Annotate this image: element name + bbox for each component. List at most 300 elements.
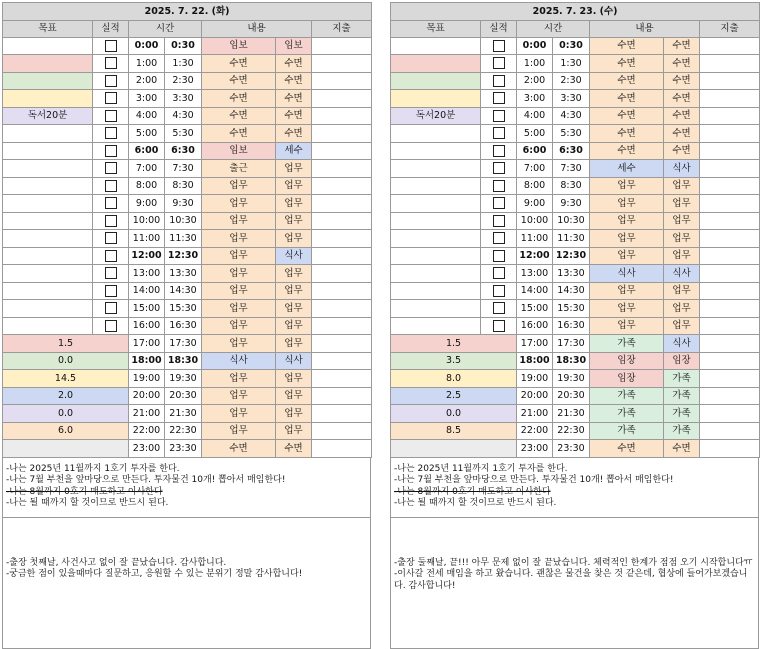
goal-value-cell: 0.0 <box>3 352 129 370</box>
result-checkbox[interactable] <box>105 232 117 244</box>
time-start: 7:00 <box>517 160 553 178</box>
schedule-row <box>3 125 372 143</box>
content-cell-first: 업무 <box>202 212 276 230</box>
goal-cell <box>3 142 93 160</box>
content-cell-first: 수면 <box>590 72 664 90</box>
time-start: 1:00 <box>517 55 553 73</box>
goal-cell <box>3 317 93 335</box>
time-start: 17:00 <box>129 335 165 353</box>
content-cell-first: 임보 <box>202 142 276 160</box>
affirmation-line: -나는 될 때까지 할 것이므로 반드시 된다. <box>394 498 557 508</box>
time-start: 19:00 <box>517 370 553 388</box>
result-cell <box>93 300 129 318</box>
schedule-row <box>391 125 760 143</box>
time-start: 9:00 <box>129 195 165 213</box>
time-start: 22:00 <box>517 422 553 440</box>
time-end: 20:30 <box>553 387 590 405</box>
schedule-row <box>391 160 760 178</box>
goal-cell <box>3 90 93 108</box>
content-cell-second: 업무 <box>664 230 700 248</box>
time-end: 7:30 <box>165 160 202 178</box>
content-cell-second: 수면 <box>664 55 700 73</box>
time-end: 15:30 <box>553 300 590 318</box>
time-start: 15:00 <box>129 300 165 318</box>
content-cell-first: 업무 <box>202 247 276 265</box>
content-cell-second: 업무 <box>276 212 312 230</box>
result-cell <box>481 300 517 318</box>
time-start: 6:00 <box>129 142 165 160</box>
col-header-content: 내용 <box>590 20 700 37</box>
result-cell <box>93 247 129 265</box>
spend-cell <box>312 195 372 213</box>
goal-cell <box>391 300 481 318</box>
time-end: 22:30 <box>553 422 590 440</box>
time-start: 16:00 <box>517 317 553 335</box>
content-cell-first: 업무 <box>590 317 664 335</box>
goal-value-cell <box>391 440 517 458</box>
content-cell-first: 수면 <box>202 107 276 125</box>
time-start: 8:00 <box>517 177 553 195</box>
spend-cell <box>312 37 372 55</box>
content-cell-second: 업무 <box>664 317 700 335</box>
time-start: 10:00 <box>129 212 165 230</box>
col-header-spend: 지출 <box>700 20 760 37</box>
spend-cell <box>700 247 760 265</box>
content-cell-first: 업무 <box>590 247 664 265</box>
col-header-result: 실적 <box>481 20 517 37</box>
schedule-row <box>3 212 372 230</box>
result-checkbox[interactable] <box>105 162 117 174</box>
goal-cell <box>3 300 93 318</box>
content-cell-second: 수면 <box>276 72 312 90</box>
result-checkbox[interactable] <box>493 145 505 157</box>
schedule-row <box>391 107 760 125</box>
result-checkbox[interactable] <box>105 75 117 87</box>
result-checkbox[interactable] <box>105 57 117 69</box>
goal-cell <box>391 90 481 108</box>
result-cell <box>481 125 517 143</box>
content-cell-first: 식사 <box>590 265 664 283</box>
time-start: 20:00 <box>129 387 165 405</box>
date-header: 2025. 7. 23. (수) <box>391 3 760 21</box>
time-end: 9:30 <box>553 195 590 213</box>
spend-cell <box>700 422 760 440</box>
schedule-row <box>391 405 760 423</box>
spend-cell <box>700 160 760 178</box>
spend-cell <box>312 107 372 125</box>
result-cell <box>93 37 129 55</box>
schedule-table <box>390 2 760 458</box>
spend-cell <box>700 107 760 125</box>
col-header-goal: 목표 <box>391 20 481 37</box>
time-start: 12:00 <box>129 247 165 265</box>
result-cell <box>93 142 129 160</box>
schedule-row <box>391 387 760 405</box>
content-cell-second: 가족 <box>664 405 700 423</box>
schedule-row <box>3 55 372 73</box>
result-checkbox[interactable] <box>493 180 505 192</box>
result-checkbox[interactable] <box>105 267 117 279</box>
spend-cell <box>312 317 372 335</box>
content-cell-second: 업무 <box>276 177 312 195</box>
time-start: 1:00 <box>129 55 165 73</box>
content-cell-second: 업무 <box>664 212 700 230</box>
time-end: 11:30 <box>165 230 202 248</box>
result-checkbox[interactable] <box>493 320 505 332</box>
content-cell-first: 수면 <box>590 142 664 160</box>
content-cell-second: 가족 <box>664 370 700 388</box>
schedule-row <box>391 55 760 73</box>
diary-line: -이사갈 전세 매임을 하고 왔습니다. 괜찮은 물건을 찾은 것 같은데, 협상에 들어가보겠습니다. 감사합니다! <box>394 569 748 591</box>
time-end: 3:30 <box>165 90 202 108</box>
content-cell-first: 임장 <box>590 370 664 388</box>
schedule-row <box>3 317 372 335</box>
content-cell-first: 수면 <box>590 90 664 108</box>
goal-cell: 독서20분 <box>391 107 481 125</box>
affirmation-notes <box>390 458 759 518</box>
time-end: 9:30 <box>165 195 202 213</box>
goal-cell <box>3 177 93 195</box>
time-end: 4:30 <box>165 107 202 125</box>
result-checkbox[interactable] <box>493 285 505 297</box>
goal-value-cell: 0.0 <box>3 405 129 423</box>
schedule-row <box>3 177 372 195</box>
affirmation-notes <box>2 458 371 518</box>
content-cell-second: 수면 <box>276 55 312 73</box>
schedule-row <box>391 212 760 230</box>
goal-cell <box>3 37 93 55</box>
time-end: 21:30 <box>553 405 590 423</box>
content-cell-second: 수면 <box>664 107 700 125</box>
content-cell-first: 세수 <box>590 160 664 178</box>
schedule-row <box>391 177 760 195</box>
spend-cell <box>312 300 372 318</box>
schedule-row <box>391 300 760 318</box>
time-start: 18:00 <box>517 352 553 370</box>
schedule-row <box>3 230 372 248</box>
result-checkbox[interactable] <box>493 162 505 174</box>
spend-cell <box>312 405 372 423</box>
diary-notes <box>390 518 759 649</box>
result-checkbox[interactable] <box>493 127 505 139</box>
time-start: 14:00 <box>517 282 553 300</box>
goal-cell <box>391 212 481 230</box>
spend-cell <box>700 177 760 195</box>
time-end: 15:30 <box>165 300 202 318</box>
schedule-row <box>391 335 760 353</box>
schedule-row <box>391 265 760 283</box>
result-checkbox[interactable] <box>105 250 117 262</box>
time-end: 22:30 <box>165 422 202 440</box>
goal-cell <box>391 282 481 300</box>
schedule-row <box>3 37 372 55</box>
spend-cell <box>312 265 372 283</box>
schedule-row <box>3 247 372 265</box>
result-checkbox[interactable] <box>493 250 505 262</box>
content-cell-first: 수면 <box>590 37 664 55</box>
spend-cell <box>700 230 760 248</box>
content-cell-first: 업무 <box>202 282 276 300</box>
content-cell-second: 업무 <box>664 195 700 213</box>
content-cell-first: 업무 <box>202 335 276 353</box>
col-header-time: 시간 <box>517 20 590 37</box>
spend-cell <box>312 142 372 160</box>
spend-cell <box>312 387 372 405</box>
content-cell-second: 업무 <box>276 335 312 353</box>
schedule-row <box>391 247 760 265</box>
goal-cell <box>391 160 481 178</box>
goal-value-cell: 0.0 <box>391 405 517 423</box>
time-start: 2:00 <box>129 72 165 90</box>
result-checkbox[interactable] <box>493 215 505 227</box>
result-checkbox[interactable] <box>493 197 505 209</box>
content-cell-first: 업무 <box>590 177 664 195</box>
result-checkbox[interactable] <box>493 302 505 314</box>
schedule-row <box>3 422 372 440</box>
content-cell-second: 가족 <box>664 422 700 440</box>
result-cell <box>93 230 129 248</box>
schedule-row <box>391 142 760 160</box>
col-header-goal: 목표 <box>3 20 93 37</box>
content-cell-second: 임장 <box>664 352 700 370</box>
col-header-content: 내용 <box>202 20 312 37</box>
result-cell <box>481 317 517 335</box>
spend-cell <box>700 387 760 405</box>
spend-cell <box>700 405 760 423</box>
spend-cell <box>312 72 372 90</box>
schedule-row <box>3 352 372 370</box>
content-cell-second: 수면 <box>664 125 700 143</box>
schedule-row <box>3 370 372 388</box>
goal-cell <box>3 55 93 73</box>
time-end: 13:30 <box>553 265 590 283</box>
goal-cell <box>3 160 93 178</box>
content-cell-first: 수면 <box>202 55 276 73</box>
content-cell-second: 업무 <box>276 387 312 405</box>
schedule-row <box>391 195 760 213</box>
spend-cell <box>312 247 372 265</box>
diary-notes <box>2 518 371 649</box>
affirmation-line: -나는 7월 부천을 앞마당으로 만든다. 투자물건 10개! 뽑아서 매임한다! <box>6 475 286 485</box>
result-checkbox[interactable] <box>105 215 117 227</box>
goal-cell <box>391 55 481 73</box>
goal-value-cell: 2.5 <box>391 387 517 405</box>
time-start: 11:00 <box>129 230 165 248</box>
content-cell-second: 업무 <box>664 300 700 318</box>
content-cell-first: 가족 <box>590 335 664 353</box>
goal-cell <box>391 142 481 160</box>
spend-cell <box>700 440 760 458</box>
spend-cell <box>312 370 372 388</box>
spend-cell <box>700 212 760 230</box>
time-end: 10:30 <box>553 212 590 230</box>
result-checkbox[interactable] <box>493 57 505 69</box>
content-cell-first: 업무 <box>202 317 276 335</box>
diary-line: -출장 첫째날, 사건사고 없이 잘 끝났습니다. 감사합니다. <box>6 557 227 568</box>
content-cell-first: 업무 <box>202 300 276 318</box>
time-start: 10:00 <box>517 212 553 230</box>
time-start: 13:00 <box>129 265 165 283</box>
result-checkbox[interactable] <box>105 145 117 157</box>
time-end: 8:30 <box>165 177 202 195</box>
time-end: 1:30 <box>165 55 202 73</box>
result-cell <box>481 265 517 283</box>
schedule-row <box>3 335 372 353</box>
time-start: 11:00 <box>517 230 553 248</box>
time-start: 4:00 <box>129 107 165 125</box>
goal-cell <box>3 265 93 283</box>
schedule-row <box>3 265 372 283</box>
result-checkbox[interactable] <box>105 127 117 139</box>
content-cell-second: 수면 <box>276 125 312 143</box>
spend-cell <box>312 335 372 353</box>
time-start: 14:00 <box>129 282 165 300</box>
result-cell <box>481 160 517 178</box>
time-end: 14:30 <box>165 282 202 300</box>
time-start: 16:00 <box>129 317 165 335</box>
goal-cell: 독서20분 <box>3 107 93 125</box>
schedule-row <box>3 160 372 178</box>
time-start: 20:00 <box>517 387 553 405</box>
result-cell <box>481 282 517 300</box>
time-end: 11:30 <box>553 230 590 248</box>
goal-cell <box>391 195 481 213</box>
spend-cell <box>312 440 372 458</box>
result-cell <box>93 55 129 73</box>
spend-cell <box>700 335 760 353</box>
spend-cell <box>700 37 760 55</box>
spend-cell <box>312 160 372 178</box>
result-cell <box>481 142 517 160</box>
result-cell <box>93 72 129 90</box>
affirmation-line: -나는 8월까지 0호기 매도하고 이사한다 <box>6 486 163 497</box>
content-cell-first: 업무 <box>590 195 664 213</box>
time-start: 2:00 <box>517 72 553 90</box>
content-cell-first: 업무 <box>202 405 276 423</box>
spend-cell <box>312 90 372 108</box>
diary-line: -궁금한 점이 있을때마다 질문하고, 응원할 수 있는 분위기 정말 감사합니다! <box>6 569 303 579</box>
schedule-row <box>3 90 372 108</box>
result-checkbox[interactable] <box>105 302 117 314</box>
result-checkbox[interactable] <box>493 75 505 87</box>
time-end: 7:30 <box>553 160 590 178</box>
result-checkbox[interactable] <box>105 92 117 104</box>
result-checkbox[interactable] <box>105 110 117 122</box>
date-header: 2025. 7. 22. (화) <box>3 3 372 21</box>
schedule-row <box>391 37 760 55</box>
time-start: 21:00 <box>129 405 165 423</box>
spend-cell <box>700 265 760 283</box>
content-cell-first: 업무 <box>202 387 276 405</box>
goal-value-cell: 8.5 <box>391 422 517 440</box>
spend-cell <box>312 422 372 440</box>
result-cell <box>481 230 517 248</box>
time-end: 6:30 <box>553 142 590 160</box>
goal-cell <box>391 72 481 90</box>
content-cell-second: 수면 <box>664 90 700 108</box>
result-checkbox[interactable] <box>105 180 117 192</box>
time-end: 19:30 <box>165 370 202 388</box>
result-checkbox[interactable] <box>493 232 505 244</box>
content-cell-first: 수면 <box>202 440 276 458</box>
spend-cell <box>700 125 760 143</box>
time-start: 21:00 <box>517 405 553 423</box>
goal-cell <box>391 317 481 335</box>
result-checkbox[interactable] <box>105 40 117 52</box>
goal-value-cell: 3.5 <box>391 352 517 370</box>
time-start: 0:00 <box>517 37 553 55</box>
result-cell <box>93 160 129 178</box>
content-cell-first: 가족 <box>590 422 664 440</box>
result-checkbox[interactable] <box>105 285 117 297</box>
content-cell-first: 임장 <box>590 352 664 370</box>
goal-cell <box>3 195 93 213</box>
content-cell-second: 업무 <box>664 177 700 195</box>
result-checkbox[interactable] <box>493 92 505 104</box>
schedule-row <box>391 282 760 300</box>
spend-cell <box>700 195 760 213</box>
content-cell-second: 업무 <box>664 247 700 265</box>
result-checkbox[interactable] <box>493 110 505 122</box>
result-cell <box>93 107 129 125</box>
col-header-time: 시간 <box>129 20 202 37</box>
time-start: 18:00 <box>129 352 165 370</box>
schedule-row <box>3 300 372 318</box>
result-checkbox[interactable] <box>493 267 505 279</box>
goal-value-cell: 2.0 <box>3 387 129 405</box>
time-start: 15:00 <box>517 300 553 318</box>
goal-cell <box>3 247 93 265</box>
time-start: 3:00 <box>129 90 165 108</box>
content-cell-first: 업무 <box>590 282 664 300</box>
time-end: 0:30 <box>165 37 202 55</box>
schedule-row <box>3 405 372 423</box>
result-checkbox[interactable] <box>105 320 117 332</box>
goal-cell <box>3 72 93 90</box>
col-header-result: 실적 <box>93 20 129 37</box>
schedule-row <box>3 282 372 300</box>
goal-value-cell <box>3 440 129 458</box>
result-cell <box>481 90 517 108</box>
result-cell <box>481 177 517 195</box>
spend-cell <box>700 142 760 160</box>
schedule-row <box>391 72 760 90</box>
content-cell-second: 업무 <box>276 230 312 248</box>
spend-cell <box>312 282 372 300</box>
content-cell-second: 수면 <box>664 72 700 90</box>
time-end: 0:30 <box>553 37 590 55</box>
schedule-row <box>3 195 372 213</box>
spend-cell <box>312 352 372 370</box>
spend-cell <box>312 125 372 143</box>
time-start: 19:00 <box>129 370 165 388</box>
content-cell-second: 업무 <box>276 405 312 423</box>
content-cell-first: 가족 <box>590 387 664 405</box>
schedule-row <box>391 440 760 458</box>
affirmation-line: -나는 2025년 11월까지 1호기 투자를 한다. <box>6 463 180 474</box>
content-cell-second: 업무 <box>276 370 312 388</box>
result-checkbox[interactable] <box>105 197 117 209</box>
schedule-row <box>3 142 372 160</box>
content-cell-first: 수면 <box>202 125 276 143</box>
content-cell-second: 식사 <box>664 160 700 178</box>
result-cell <box>481 247 517 265</box>
schedule-row <box>391 352 760 370</box>
result-checkbox[interactable] <box>493 40 505 52</box>
schedule-row <box>3 107 372 125</box>
result-cell <box>481 212 517 230</box>
time-end: 21:30 <box>165 405 202 423</box>
